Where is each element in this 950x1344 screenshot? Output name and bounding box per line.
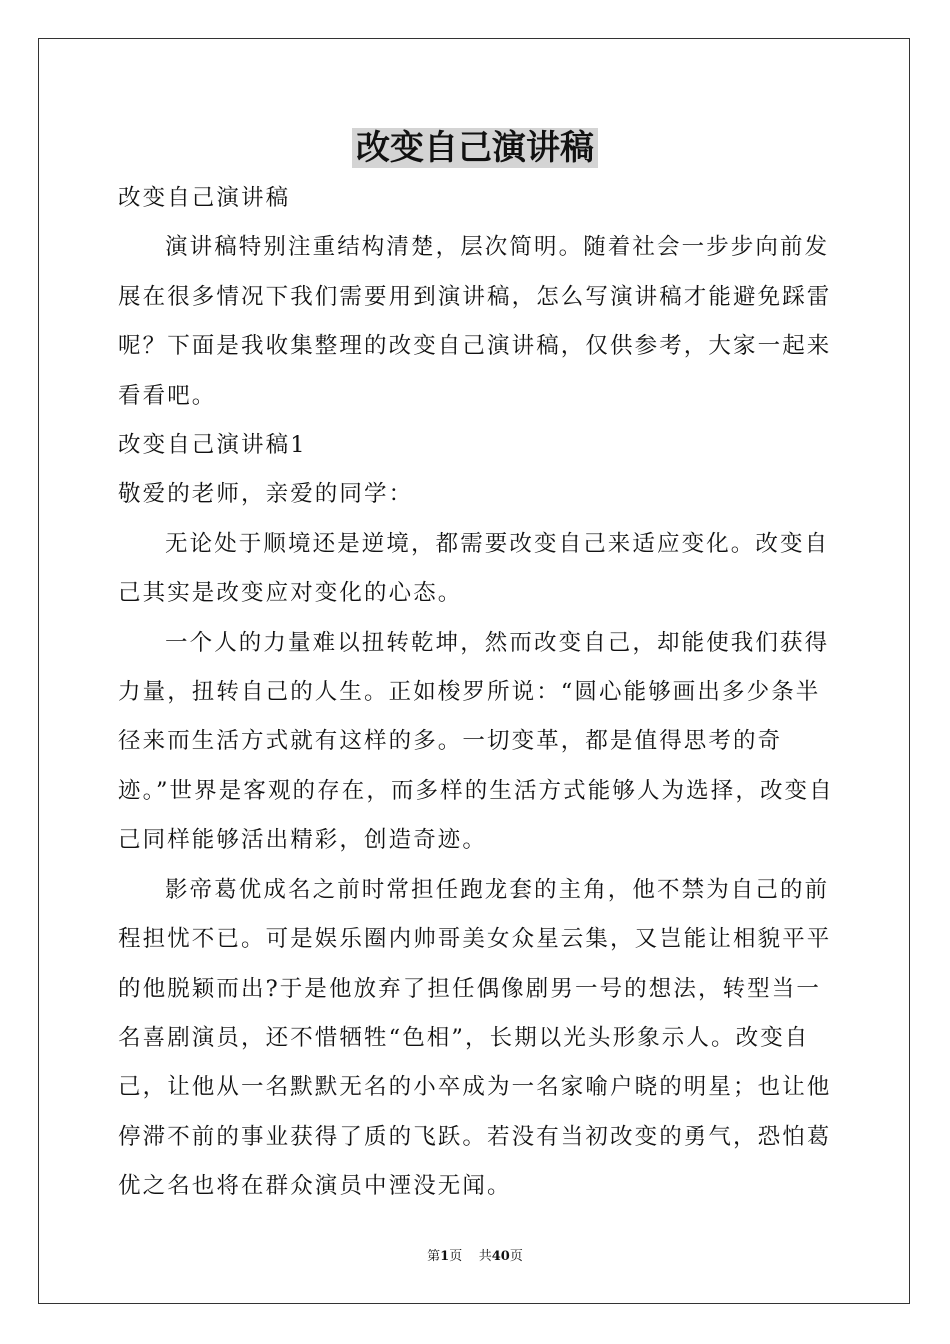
footer-total-pages: 40 bbox=[491, 1249, 510, 1264]
paragraph-body: 一个人的力量难以扭转乾坤，然而改变自己，却能使我们获得力量，扭转自己的人生。正如梭罗所说：“圆心能够画出多少条半径来而生活方式就有这样的多。一切变革，都是值得思考的奇迹。”世界是客观的存在，而多样的生活方式能够人为选择，改变自己同样能够活出精彩，创造奇迹。 bbox=[118, 629, 834, 854]
document-body bbox=[118, 174, 838, 1212]
footer-total-suffix: 页 bbox=[509, 1249, 523, 1264]
document-title bbox=[0, 124, 950, 172]
footer-page-prefix: 第 bbox=[427, 1249, 441, 1264]
document-title-text: 改变自己演讲稿 bbox=[352, 128, 598, 168]
paragraph-body: 无论处于顺境还是逆境，都需要改变自己来适应变化。改变自己其实是改变应对变化的心态。 bbox=[118, 530, 830, 607]
footer-page-suffix: 页 bbox=[449, 1249, 463, 1264]
paragraph-body: 影帝葛优成名之前时常担任跑龙套的主角，他不禁为自己的前程担忧不已。可是娱乐圈内帅哥美女众星云集，又岂能让相貌平平的他脱颖而出?于是他放弃了担任偶像剧男一号的想法，转型当一名喜剧演员，还不惜牺牲“色相”，长期以光头形象示人。改变自己，让他从一名默默无名的小卒成为一名家喻户晓的明星；也让他停滞不前的事业获得了质的飞跃。若没有当初改变的勇气，恐怕葛优之名也将在群众演员中湮没无闻。 bbox=[118, 876, 832, 1200]
footer-total-prefix: 共 bbox=[478, 1249, 492, 1264]
page-footer bbox=[0, 1249, 950, 1265]
paragraph-salutation: 敬爱的老师，亲爱的同学： bbox=[118, 481, 414, 508]
paragraph-subtitle: 改变自己演讲稿 bbox=[118, 185, 291, 211]
footer-page-number: 1 bbox=[440, 1249, 450, 1264]
paragraph-section-heading: 改变自己演讲稿1 bbox=[118, 432, 307, 459]
paragraph-intro: 演讲稿特别注重结构清楚，层次简明。随着社会一步步向前发展在很多情况下我们需要用到演讲稿，怎么写演讲稿才能避免踩雷呢？下面是我收集整理的改变自己演讲稿，仅供参考，大家一起来看看吧。 bbox=[118, 234, 832, 409]
